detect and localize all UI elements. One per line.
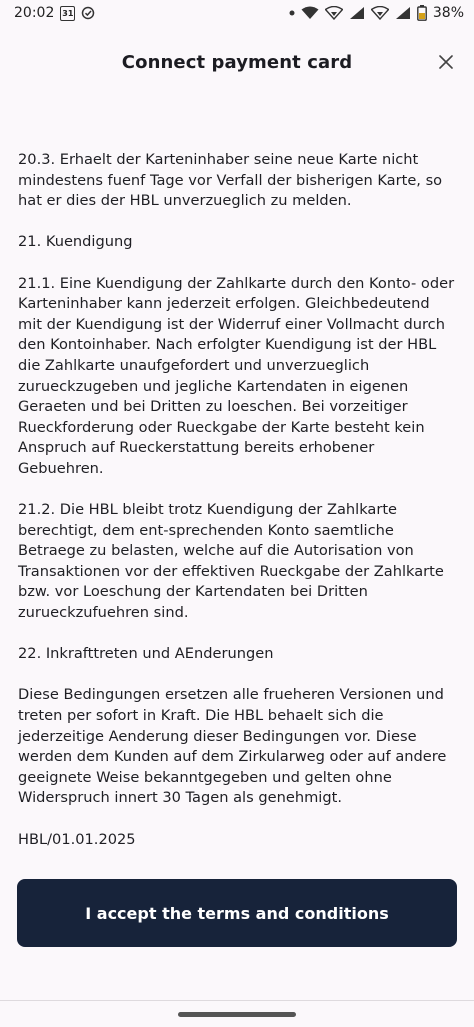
home-indicator[interactable] (178, 1012, 296, 1017)
check-circle-icon (81, 6, 95, 20)
battery-percentage: 38% (432, 5, 464, 21)
terms-content[interactable] (18, 150, 458, 871)
terms-paragraph: Diese Bedingungen ersetzen alle frueheren Versionen und treten per sofort in Kraft. Die HBL behaelt sich die jederzeitige Aenderung dieser Bedingungen vor. Diese werden dem Kunden auf dem Zirkularweg oder auf andere geeignete Weise bekanntgegeben und gelten ohne Widerspruch innert 30 Tagen als genehmigt. (18, 686, 447, 807)
signal-icon (349, 6, 365, 20)
status-time: 20:02 (14, 5, 55, 21)
terms-heading: 22. Inkrafttreten und AEnderungen (18, 645, 274, 663)
status-bar (0, 0, 474, 26)
page-title: Connect payment card (121, 51, 353, 73)
battery-icon (417, 5, 427, 21)
terms-heading: 21. Kuendigung (18, 233, 133, 251)
wifi-icon (301, 6, 319, 20)
terms-paragraph: 21.2. Die HBL bleibt trotz Kuendigung der Zahlkarte berechtigt, dem ent-sprechenden Konto saemtliche Betraege zu belasten, welche auf die Autorisation von Transaktionen vor der effektiven Rueckgabe der Zahlkarte bzw. vor Loeschung der Kartendaten bei Dritten zurueckzufuehren sind. (18, 501, 444, 622)
signal-secondary-icon (395, 6, 411, 20)
dot-icon (289, 10, 295, 16)
close-icon (439, 55, 453, 69)
calendar-icon: 31 (60, 6, 75, 21)
close-button[interactable] (436, 52, 456, 72)
terms-paragraph: 21.1. Eine Kuendigung der Zahlkarte durch den Konto- oder Karteninhaber kann jederzeit erfolgen. Gleichbedeutend mit der Kuendigung ist der Widerruf einer Vollmacht durch den Kontoinhaber. Nach erfolgter Kuendigung ist der HBL die Zahlkarte unaufgefordert und unverzueglich zurueckzugeben und jegliche Kartendaten in eigenen Geraeten und bei Dritten zu loeschen. Bei vorzeitiger Rueckforderung oder Rueckgabe der Karte besteht kein Anspruch auf Rueckerstattung bereits erhobener Gebuehren. (18, 274, 455, 477)
status-left (14, 5, 95, 21)
wifi-calling-icon (325, 6, 343, 20)
dialog-header (0, 40, 474, 84)
wifi-secondary-icon (371, 6, 389, 20)
terms-paragraph: 20.3. Erhaelt der Karteninhaber seine neue Karte nicht mindestens fuenf Tage vor Verfall der bisherigen Karte, so hat er dies der HBL unverzueglich zu melden. (18, 151, 443, 210)
status-right (289, 5, 464, 21)
accept-terms-button[interactable]: I accept the terms and conditions (17, 879, 457, 947)
terms-date: HBL/01.01.2025 (18, 830, 136, 848)
nav-divider (0, 1000, 474, 1001)
